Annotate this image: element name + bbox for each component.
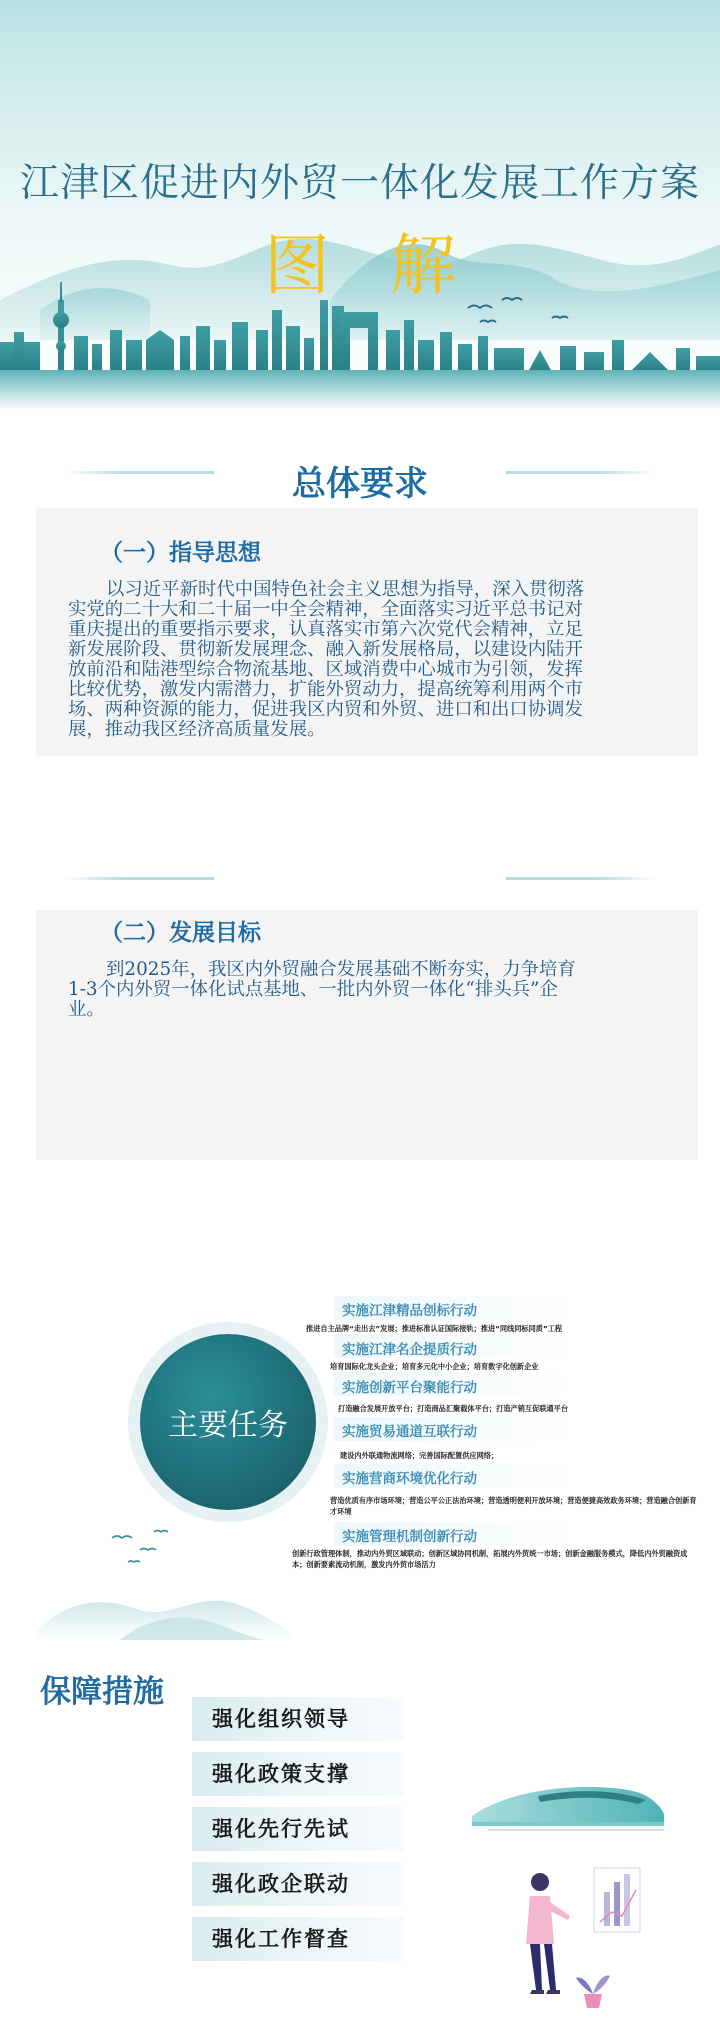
plant-icon: [576, 1976, 610, 2008]
chart-board-icon: [594, 1868, 640, 1932]
task-title-5: 实施营商环境优化行动: [342, 1471, 477, 1487]
task-title-2: 实施江津名企提质行动: [342, 1342, 477, 1358]
bird-icon: [112, 1531, 168, 1563]
task-title-3: 实施创新平台聚能行动: [342, 1380, 477, 1396]
measure-item-1: 强化组织领导: [192, 1697, 404, 1741]
task-detail-2: 培育国际化龙头企业；培育多元化中小企业；培育数字化创新企业: [330, 1362, 539, 1371]
measure-item-2: 强化政策支撑: [192, 1752, 404, 1796]
measure-item-4: 强化政企联动: [192, 1862, 404, 1906]
decor-line-left-2: [64, 877, 214, 880]
goals-text: 到2025年，我区内外贸融合发展基础不断夯实，力争培育 1-3个内外贸一体化试点基地、一批内外贸一体化“排头兵”企 业。: [68, 959, 576, 1020]
decor-line-right-2: [506, 877, 656, 880]
guiding-thought-heading: （一）指导思想: [100, 540, 261, 566]
measure-item-3: 强化先行先试: [192, 1807, 404, 1851]
tasks-background-illustration: [0, 1500, 720, 1640]
task-title-1: 实施江津精品创标行动: [342, 1303, 477, 1319]
woman-figure-icon: [500, 1860, 660, 2010]
header-banner: [0, 0, 720, 410]
tasks-label: 主要任务: [168, 1408, 288, 1443]
task-title-4: 实施贸易通道互联行动: [342, 1424, 477, 1440]
task-title-6: 实施管理机制创新行动: [342, 1529, 477, 1545]
page-title: 江津区促进内外贸一体化发展工作方案: [19, 161, 700, 206]
task-detail-6: 创新行政管理体制，推动内外贸区域联动；创新区域协同机制，拓展内外贸统一市场；创新金融服务模式，降低内外贸融资成本；创新要素流动机制，激发内外贸市场活力: [292, 1549, 688, 1569]
task-detail-5: 营造优质有序市场环境；营造公平公正法治环境；营造透明便利开放环境；营造便捷高效政务环境；营造融合创新育才环境: [330, 1496, 697, 1516]
train-icon: [468, 1760, 668, 1840]
task-detail-4: 建设内外联通物流网络；完善国际配置供应网络；: [340, 1451, 499, 1460]
page-subtitle: 图解: [264, 227, 516, 304]
goals-heading: （二）发展目标: [100, 920, 261, 946]
goals-panel: [36, 910, 698, 1160]
section-title-guarantee: 保障措施: [40, 1674, 164, 1710]
task-detail-1: 推进自主品牌“走出去”发展；推进标准认证国际接轨；推进“同线同标同质”工程: [306, 1324, 563, 1333]
section-title-overall: 总体要求: [292, 464, 428, 504]
measure-item-5: 强化工作督查: [192, 1917, 404, 1961]
guiding-thought-text: 以习近平新时代中国特色社会主义思想为指导，深入贯彻落 实党的二十大和二十届一中全会精神，全面落实习近平总书记对 重庆提出的重要指示要求，认真落实市第六次党代会精神，立足 新发展阶段、贯彻新发展理念、融入新发展格局，以建设内陆开 放前沿和陆港型综合物流基地、区域消费中心城市为引领，发挥 比较优势，激发内需潜力，扩能外贸动力，提高统筹利用两个市 场、两种资源的能力，促进我区内贸和外贸、进口和出口协调发 展，推动我区经济高质量发展。: [68, 579, 585, 740]
task-detail-3: 打造融合发展开放平台；打造商品汇聚载体平台；打造产销互促联通平台: [338, 1404, 569, 1413]
